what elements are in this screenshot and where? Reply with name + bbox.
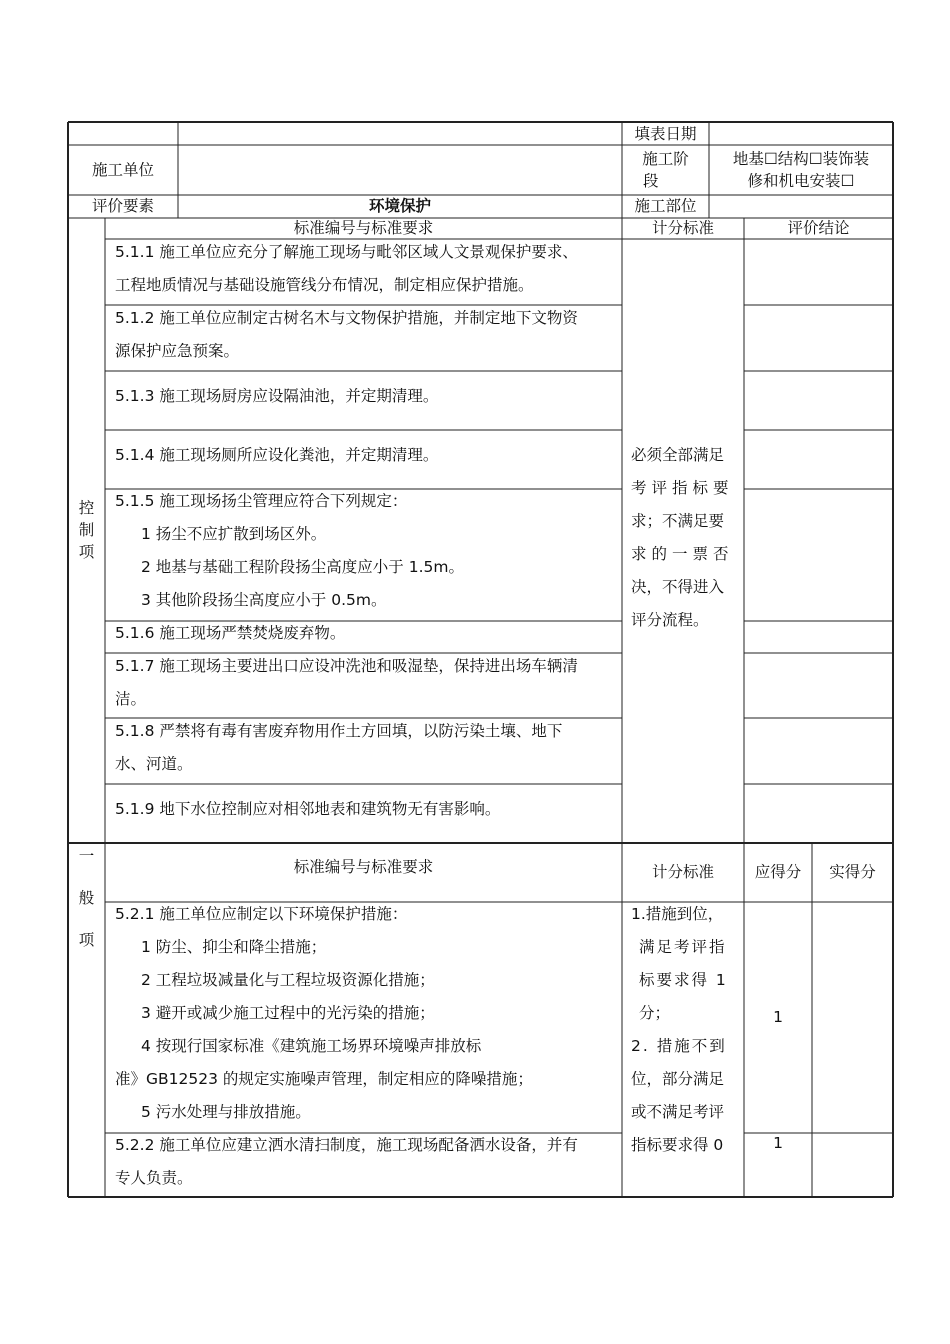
control-col-conclusion: 评价结论	[787, 219, 850, 237]
control-item-5-1-6: 5.1.6 施工现场严禁焚烧废弃物。	[115, 624, 346, 642]
element-value: 环境保护	[368, 197, 431, 215]
control-side-label: 控 制 项	[78, 499, 95, 561]
site-label: 施工部位	[634, 197, 697, 215]
general-col-requirements: 标准编号与标准要求	[293, 858, 434, 876]
fill-date-label: 填表日期	[634, 125, 697, 143]
general-side-label: 一 般 项	[78, 847, 95, 949]
control-col-requirements: 标准编号与标准要求	[293, 219, 434, 237]
control-scoring-text: 必须全部满足 考评指标要 求；不满足要 求的一票否 决，不得进入 评分流程。	[631, 446, 734, 629]
element-label: 评价要素	[91, 197, 154, 215]
general-col-scoring: 计分标准	[651, 863, 714, 881]
unit-label: 施工单位	[91, 161, 154, 179]
general-item-5-2-1: 5.2.1 施工单位应制定以下环境保护措施： 1 防尘、抑尘和降尘措施； 2 工程垃圾减量化与工程垃圾资源化措施； 3 避开或减少施工过程中的光污染的措施； 4 按现行国家标准《建筑施工场界环境噪声排放标 准》GB12523 的规定实施噪声管理，制定相应的降噪措施； 5 污水处理与排放措施。	[115, 905, 533, 1121]
control-item-5-1-4: 5.1.4 施工现场厕所应设化粪池，并定期清理。	[115, 446, 439, 464]
general-item-5-2-2-due: 1	[773, 1134, 783, 1152]
general-scoring-text: 1.措施到位， 满足考评指 标要求得 1 分； 2. 措施不到 位，部分满足 或不满足考评 指标要求得 0	[631, 905, 728, 1154]
general-col-actual: 实得分	[829, 863, 876, 881]
control-item-5-1-8: 5.1.8 严禁将有毒有害废弃物用作土方回填，以防污染土壤、地下 水、河道。	[115, 722, 563, 773]
control-item-5-1-3: 5.1.3 施工现场厨房应设隔油池，并定期清理。	[115, 387, 439, 405]
stage-label: 施工阶 段	[642, 150, 689, 190]
general-item-5-2-2: 5.2.2 施工单位应建立洒水清扫制度，施工现场配备洒水设备，并有 专人负责。	[115, 1136, 578, 1187]
control-item-5-1-1: 5.1.1 施工单位应充分了解施工现场与毗邻区域人文景观保护要求、 工程地质情况与基础设施管线分布情况，制定相应保护措施。	[115, 243, 578, 294]
control-item-5-1-7: 5.1.7 施工现场主要进出口应设冲洗池和吸湿垫，保持进出场车辆清 洁。	[115, 657, 578, 708]
general-item-5-2-1-due: 1	[773, 1008, 783, 1026]
control-item-5-1-5: 5.1.5 施工现场扬尘管理应符合下列规定： 1 扬尘不应扩散到场区外。 2 地基与基础工程阶段扬尘高度应小于 1.5m。 3 其他阶段扬尘高度应小于 0.5m。	[115, 492, 464, 609]
control-col-scoring: 计分标准	[651, 219, 714, 237]
stage-options: 地基☐结构☐装饰装 修和机电安装☐	[732, 150, 870, 190]
control-item-5-1-9: 5.1.9 地下水位控制应对相邻地表和建筑物无有害影响。	[115, 800, 501, 818]
control-item-5-1-2: 5.1.2 施工单位应制定古树名木与文物保护措施，并制定地下文物资 源保护应急预案。	[115, 309, 578, 360]
general-col-due: 应得分	[754, 863, 802, 881]
